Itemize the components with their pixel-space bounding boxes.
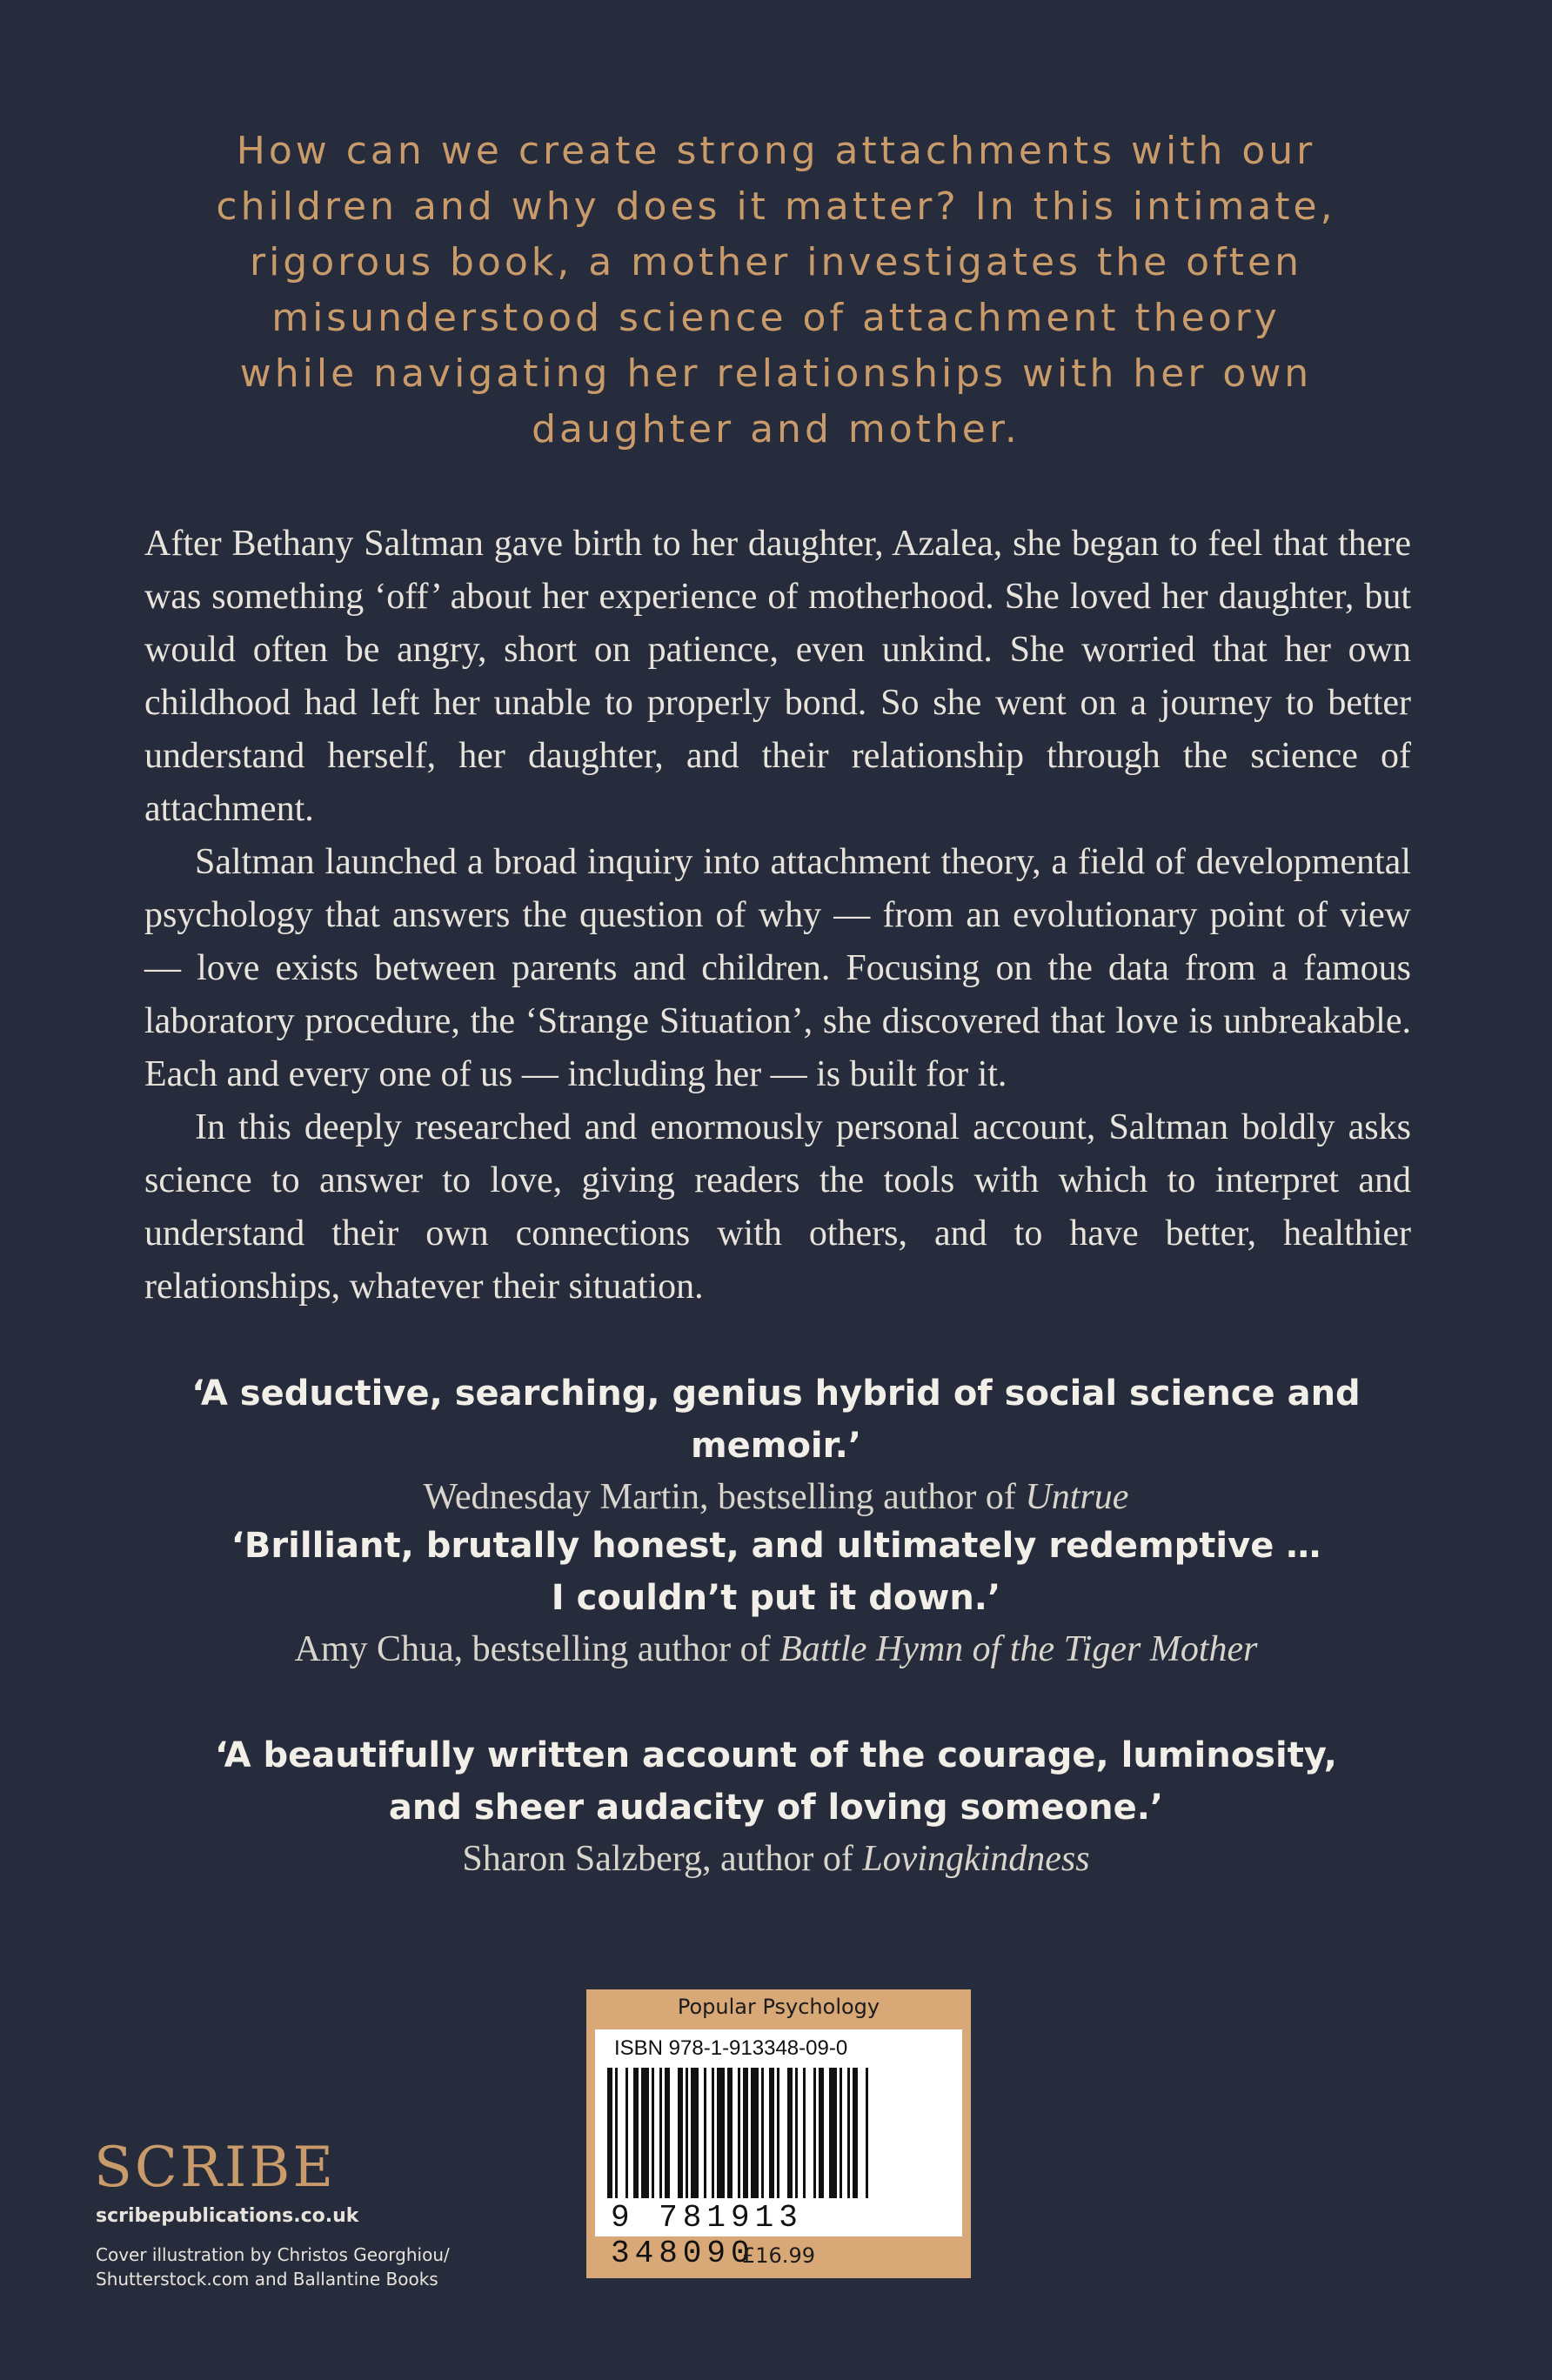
attribution-name: Amy Chua, bestselling author of <box>294 1629 780 1669</box>
price-label: £16.99 <box>742 2243 815 2268</box>
quote-text: ‘A seductive, searching, genius hybrid of social science and memoir.’ <box>191 1374 1361 1466</box>
attribution-name: Wednesday Martin, bestselling author of <box>423 1477 1026 1517</box>
barcode-bar <box>819 2068 824 2198</box>
attribution-work: Lovingkindness <box>862 1839 1090 1879</box>
barcode-bar <box>652 2068 654 2198</box>
blurb-line: while navigating her relationships with her own <box>239 351 1313 396</box>
review-quote <box>122 1729 1430 1884</box>
barcode-bar <box>769 2068 774 2198</box>
barcode-bar <box>840 2068 842 2198</box>
barcode-bar <box>686 2068 688 2198</box>
quote-text: and sheer audacity of loving someone.’ <box>388 1788 1164 1828</box>
barcode-bar <box>633 2068 639 2198</box>
quote-text: ‘Brilliant, brutally honest, and ultimately redemptive … <box>231 1526 1321 1566</box>
blurb-line: How can we create strong attachments with our <box>236 129 1316 173</box>
barcode-bar <box>704 2068 706 2198</box>
barcode-bar <box>813 2068 816 2198</box>
quote-attribution <box>122 1834 1430 1884</box>
publisher-website: scribepublications.co.uk <box>96 2205 359 2227</box>
publisher-logo: SCRIBE <box>94 2136 337 2200</box>
barcode-bar <box>866 2068 868 2198</box>
barcode-bar <box>678 2068 683 2198</box>
quote-text: I couldn’t put it down.’ <box>551 1578 1001 1618</box>
barcode-bar <box>777 2068 779 2198</box>
headline-blurb <box>165 124 1387 458</box>
blurb-line: rigorous book, a mother investigates the often <box>249 240 1303 284</box>
description-paragraph: After Bethany Saltman gave birth to her daughter, Azalea, she began to feel that there was something ‘off’ about her experience of motherhood. She loved her daughter, but would often be angry, short on patience, even unkind. She worried that her own childhood had left her unable to properly bond. So she went on a journey to better understand herself, her daughter, and their relationship through the science of attachment. <box>144 524 1411 829</box>
barcode-bar <box>641 2068 649 2198</box>
description <box>144 518 1411 1314</box>
barcode-bar <box>803 2068 806 2198</box>
description-paragraph: Saltman launched a broad inquiry into attachment theory, a field of developmental psychology that answers the question of why — from an evolutionary point of view — love exists between parents and children. Focusing on the data from a famous laboratory procedure, the ‘Strange Situation’, she discovered that love is unbreakable. Each and every one of us — including her — is built for it. <box>144 842 1411 1094</box>
barcode-digits: 9 781913 348090 <box>611 2200 803 2271</box>
quote-text: ‘A beautifully written account of the courage, luminosity, <box>215 1735 1337 1775</box>
blurb-line: children and why does it matter? In this intimate, <box>216 184 1336 229</box>
quote-attribution <box>122 1472 1430 1522</box>
attribution-work: Untrue <box>1025 1477 1129 1517</box>
barcode-bar <box>727 2068 733 2198</box>
review-quote <box>122 1520 1430 1675</box>
review-quote <box>122 1367 1430 1522</box>
barcode-bar <box>607 2068 612 2198</box>
barcode-bar <box>787 2068 793 2198</box>
barcode-bar <box>712 2068 714 2198</box>
barcode-bar <box>665 2068 670 2198</box>
barcode-bar <box>847 2068 850 2198</box>
barcode-bar <box>761 2068 764 2198</box>
barcode-bar <box>615 2068 618 2198</box>
barcode-bar <box>751 2068 759 2198</box>
credit-line: Shutterstock.com and Ballantine Books <box>96 2269 438 2290</box>
quote-attribution <box>122 1624 1430 1675</box>
credit-line: Cover illustration by Christos Georghiou/ <box>96 2244 450 2265</box>
category-label: Popular Psychology <box>677 1995 880 2019</box>
barcode-label <box>586 1989 971 2278</box>
attribution-name: Sharon Salzberg, author of <box>462 1839 863 1879</box>
barcode-bar <box>743 2068 748 2198</box>
blurb-line: misunderstood science of attachment theory <box>271 296 1281 340</box>
barcode-bar <box>829 2068 837 2198</box>
barcode-bar <box>795 2068 798 2198</box>
barcode-bar <box>625 2068 628 2198</box>
barcode-bars <box>607 2068 950 2198</box>
isbn-text: ISBN 978-1-913348-09-0 <box>614 2036 848 2060</box>
cover-credit <box>96 2243 513 2291</box>
barcode-bar <box>691 2068 699 2198</box>
barcode-bar <box>717 2068 725 2198</box>
description-paragraph: In this deeply researched and enormously personal account, Saltman boldly asks science to answer to love, giving readers the tools with which to interpret and understand their own connections with others, and to have better, healthier relationships, whatever their situation. <box>144 1107 1411 1307</box>
barcode-bar <box>738 2068 740 2198</box>
barcode-bar <box>853 2068 858 2198</box>
attribution-work: Battle Hymn of the Tiger Mother <box>779 1629 1258 1669</box>
blurb-line: daughter and mother. <box>532 407 1020 451</box>
barcode-bar <box>659 2068 662 2198</box>
